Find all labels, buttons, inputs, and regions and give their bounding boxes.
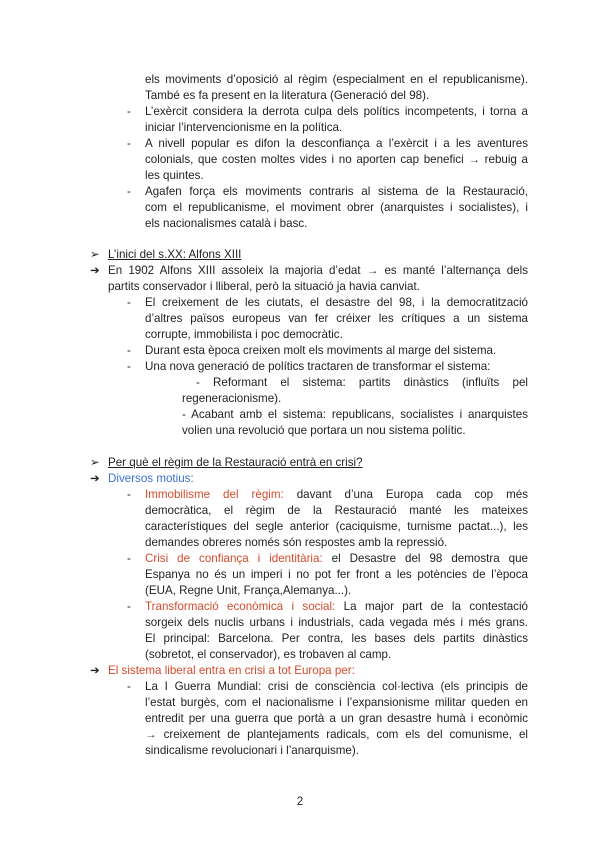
text-line: les quintes. (145, 169, 204, 182)
text-line: sindicalisme revolucionari i l’anarquisme). (145, 744, 359, 757)
motiu-title: Immobilisme del règim: (145, 488, 284, 501)
chevron-icon: ➢ (90, 248, 100, 261)
motiu-title: Crisi de confiança i identitària: (145, 552, 323, 565)
text-line (145, 599, 528, 615)
text-line: sorgeix dels nuclis urbans i industrials, cada vegada més i més grans. (145, 616, 528, 629)
text-line: com el republicanisme, el moviment obrer (anarquistes i socialistes), i (145, 201, 528, 214)
bullet-dash: - (127, 185, 131, 198)
text-line: Una nova generació de polítics tractaren de transformar el sistema: (145, 360, 491, 373)
bullet-dash: - (127, 296, 131, 309)
text-line: corrupte, immobilista i poc democràtic. (145, 328, 343, 341)
motiu-crisi-confianca (145, 551, 528, 599)
text-line: colonials, que costen moltes vides i no aporten cap benefici → rebuig a (145, 153, 528, 166)
top-bullet-2 (145, 104, 528, 136)
bullet-dash: - (127, 600, 131, 613)
section1-bullet-2 (145, 343, 528, 359)
bullet-dash: - (127, 360, 131, 373)
text-line: - Reformant el sistema: partits dinàstics (influïts pel (196, 376, 528, 389)
section-heading-crisi: Per què el règim de la Restauració entrà en crisi? (108, 456, 363, 469)
chevron-icon: ➢ (90, 456, 100, 469)
text-line: Durant esta època creixen molt els moviments al marge del sistema. (145, 344, 497, 357)
text-line: A nivell popular es difon la desconfiança a l’exèrcit i a les aventures (145, 137, 528, 150)
motiu-title: Transformació econòmica i social: (145, 600, 336, 613)
text-line: (EUA, Regne Unit, França,Alemanya...). (145, 584, 352, 597)
text-line: iniciar l’intervencionisme en la política. (145, 121, 343, 134)
section1-intro (108, 263, 528, 295)
text-line: els nacionalismes català i basc. (145, 217, 308, 230)
text-line: l’estat burgès, com el nacionalisme i l’expansionisme militar queden en (145, 696, 528, 709)
text-line: els moviments d’oposició al règim (especialment en el republicanisme). (145, 73, 528, 86)
arrow-icon: ➔ (90, 264, 100, 277)
top-bullet-3 (145, 136, 528, 184)
text-line: Agafen força els moviments contraris al sistema de la Restauració, (145, 185, 528, 198)
text-line: També es fa present en la literatura (Generació del 98). (145, 89, 430, 102)
text-line: L’exèrcit considera la derrota culpa dels polítics incompetents, i torna a (145, 105, 528, 118)
text-line: (sobretot, el conservador), es trobaven al camp. (145, 648, 392, 661)
text-line: → creixement de plantejaments radicals, com els del comunisme, el (145, 728, 528, 741)
section1-bullet-3 (145, 359, 528, 375)
text-line: El creixement de les ciutats, el desastre del 98, i la democratització (145, 296, 528, 309)
text-line: El principal: Barcelona. Per contra, les bases dels partits dinàstics (145, 632, 528, 645)
text-line: regeneracionisme). (182, 392, 282, 405)
motiu-text: davant d’una Europa cada cop més (283, 488, 528, 501)
section1-subitem-2 (182, 407, 528, 439)
arrow-icon: ➔ (90, 472, 100, 485)
bullet-dash: - (127, 137, 131, 150)
bullet-dash: - (127, 680, 131, 693)
motiu-text: el Desastre del 98 demostra que (322, 552, 528, 565)
motiu-transformacio (145, 599, 528, 663)
arrow-icon: ➔ (90, 664, 100, 677)
top-bullet-4 (145, 184, 528, 232)
section1-subitem-1 (182, 375, 528, 407)
text-line (145, 551, 528, 567)
text-line: La I Guerra Mundial: crisi de consciència col·lectiva (els principis de (145, 680, 528, 693)
text-line: - Acabant amb el sistema: republicans, socialistes i anarquistes (182, 408, 528, 421)
text-line: partits conservador i lliberal, però la situació ja havia canviat. (108, 280, 420, 293)
motiu-immobilisme (145, 487, 528, 551)
text-line: democràtica, el règim de la Restauració manté les mateixes (145, 504, 528, 517)
liberal-bullet-1 (145, 679, 528, 759)
section-heading-alfons: L’inici del s.XX: Alfons XIII (108, 248, 242, 261)
bullet-dash: - (127, 488, 131, 501)
page-number: 2 (296, 795, 304, 808)
motius-label: Diversos motius: (108, 472, 194, 485)
text-line: d’altres països europeus van fer créixer les crítiques a un sistema (145, 312, 528, 325)
liberal-crisis-label: El sistema liberal entra en crisi a tot Europa per: (108, 664, 355, 677)
text-line: característiques del segle anterior (caciquisme, turnisme pactat...), les (145, 520, 528, 533)
text-line: Espanya no és un imperi i no pot fer front a les potències de l’època (145, 568, 528, 581)
bullet-dash: - (127, 105, 131, 118)
text-line: demandes obreres només són respostes amb la repressió. (145, 536, 448, 549)
top-bullet-1 (145, 72, 528, 104)
bullet-dash: - (127, 552, 131, 565)
section1-bullet-1 (145, 295, 528, 343)
bullet-dash: - (127, 344, 131, 357)
motiu-text: La major part de la contestació (335, 600, 528, 613)
text-line: volien una revolució que portara un nou sistema polític. (182, 424, 466, 437)
text-line: En 1902 Alfons XIII assoleix la majoria d’edat → es manté l’alternança dels (108, 264, 528, 277)
text-line: entredit per una guerra que portà a un gran desastre humà i econòmic (145, 712, 528, 725)
text-line (145, 487, 528, 503)
